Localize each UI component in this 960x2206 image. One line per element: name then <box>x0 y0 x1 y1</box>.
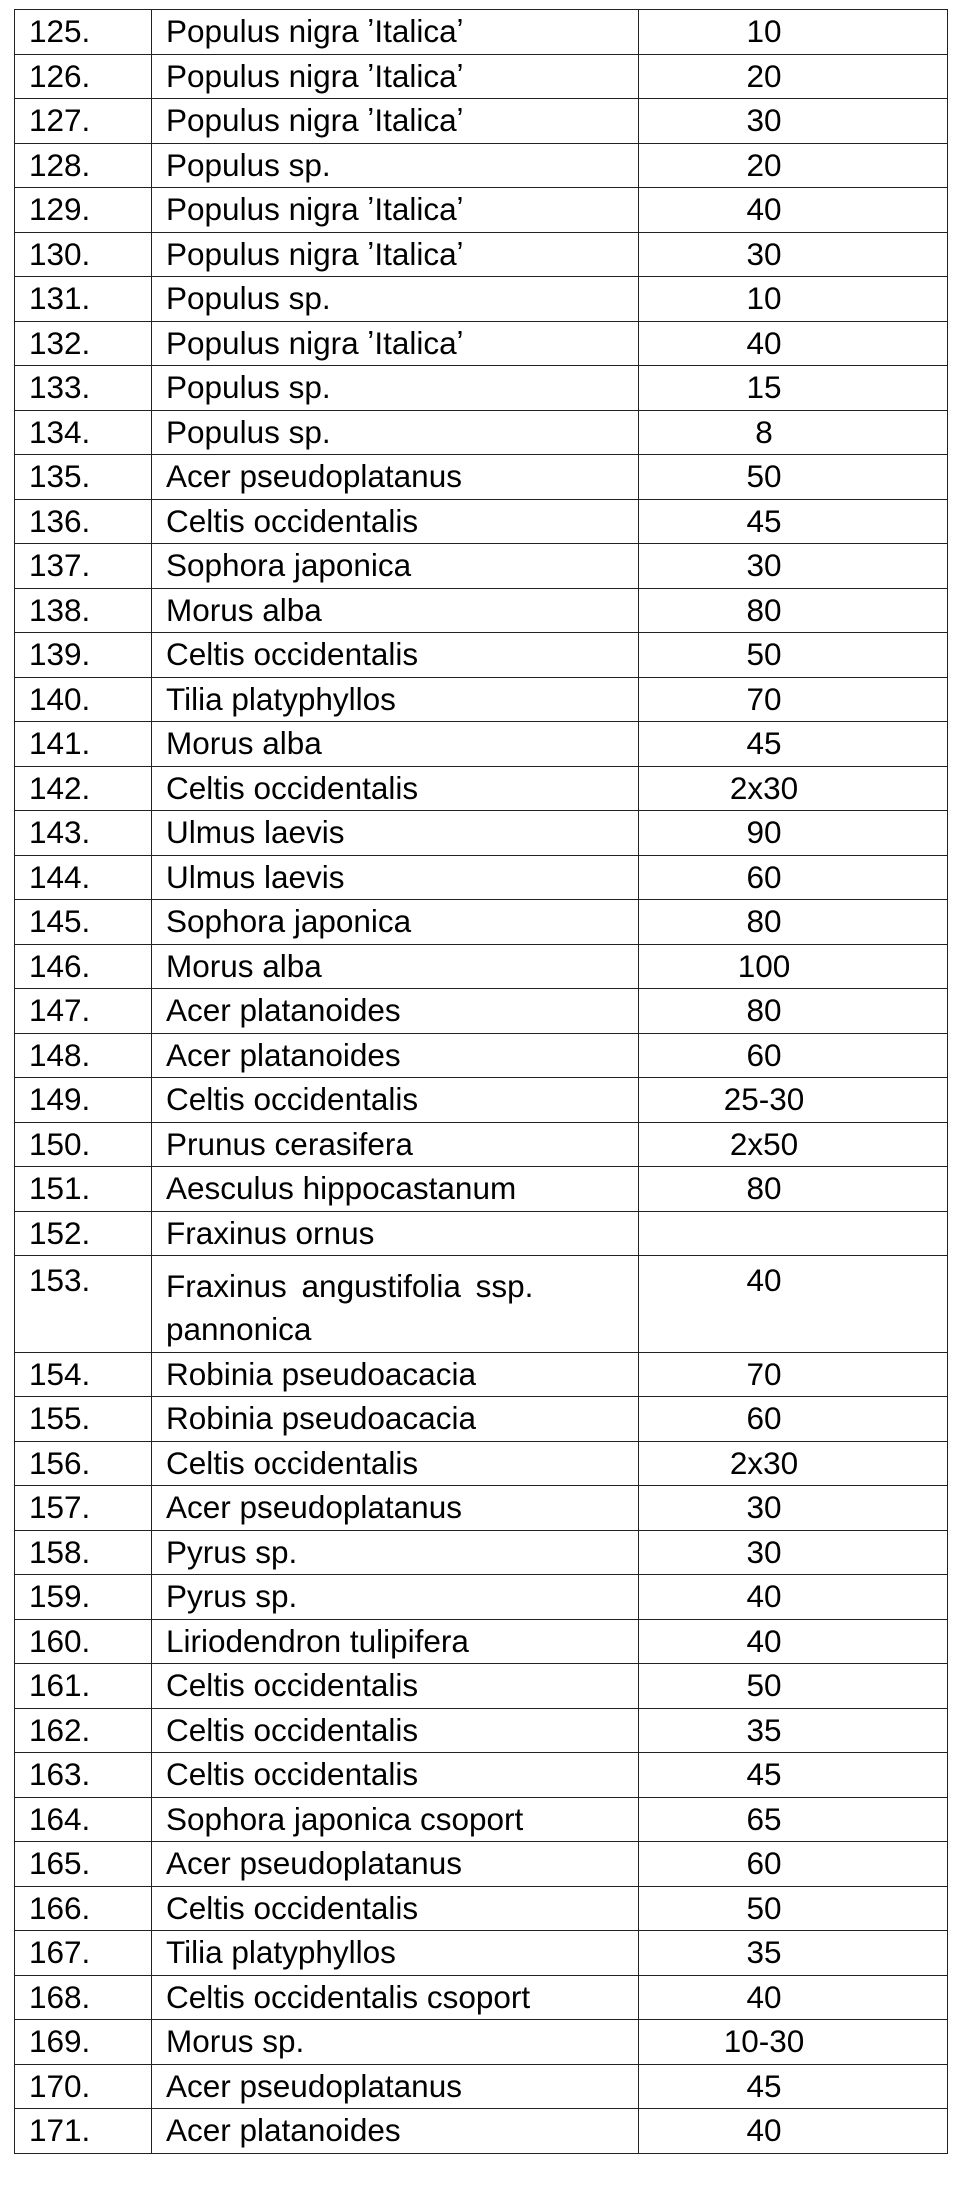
row-number: 147. <box>15 989 152 1034</box>
size-cell <box>639 1441 948 1486</box>
species-name: Acer pseudoplatanus <box>152 1486 639 1531</box>
table-row <box>15 1753 948 1798</box>
species-name: Robinia pseudoacacia <box>152 1397 639 1442</box>
size-cell <box>639 188 948 233</box>
size-value: 10 <box>746 13 782 49</box>
size-cell <box>639 1078 948 1123</box>
row-number: 168. <box>15 1975 152 2020</box>
size-value: 90 <box>746 814 782 850</box>
row-number: 164. <box>15 1797 152 1842</box>
table-row <box>15 1797 948 1842</box>
row-number: 160. <box>15 1619 152 1664</box>
size-cell <box>639 588 948 633</box>
size-cell <box>639 944 948 989</box>
size-cell <box>639 1033 948 1078</box>
table-row <box>15 1842 948 1887</box>
size-value: 60 <box>746 858 782 895</box>
species-name: Populus sp. <box>152 277 639 322</box>
size-cell <box>639 2109 948 2154</box>
size-value: 40 <box>746 1978 782 2015</box>
row-number: 143. <box>15 811 152 856</box>
table-row <box>15 410 948 455</box>
species-name: Populus sp. <box>152 410 639 455</box>
size-value: 2x50 <box>729 1125 799 1162</box>
table-row <box>15 2020 948 2065</box>
size-value: 40 <box>746 1262 782 1298</box>
size-cell <box>639 1397 948 1442</box>
row-number: 159. <box>15 1575 152 1620</box>
size-value: 30 <box>746 1489 782 1526</box>
table-row <box>15 900 948 945</box>
size-value: 30 <box>746 235 782 272</box>
size-value: 70 <box>746 1355 782 1392</box>
table-row <box>15 1352 948 1397</box>
size-cell <box>639 1842 948 1887</box>
species-name: Celtis occidentalis <box>152 1441 639 1486</box>
species-name: Populus nigra ʼItalicaʼ <box>152 321 639 366</box>
size-value: 45 <box>746 502 782 539</box>
size-cell <box>639 1575 948 1620</box>
species-name: Celtis occidentalis <box>152 499 639 544</box>
species-name: Morus sp. <box>152 2020 639 2065</box>
species-name: Celtis occidentalis <box>152 633 639 678</box>
size-cell <box>639 1122 948 1167</box>
size-cell <box>639 99 948 144</box>
size-value: 10-30 <box>723 2023 805 2060</box>
species-name: Pyrus sp. <box>152 1530 639 1575</box>
species-name: Morus alba <box>152 722 639 767</box>
table-row <box>15 321 948 366</box>
row-number: 153. <box>15 1256 152 1353</box>
size-cell <box>639 2020 948 2065</box>
table-row <box>15 1122 948 1167</box>
row-number: 128. <box>15 143 152 188</box>
table-row <box>15 1708 948 1753</box>
species-name: Tilia platyphyllos <box>152 1931 639 1976</box>
size-cell <box>639 277 948 322</box>
row-number: 150. <box>15 1122 152 1167</box>
table-row <box>15 766 948 811</box>
size-value: 2x30 <box>729 769 799 806</box>
size-cell <box>639 766 948 811</box>
size-value: 80 <box>746 1170 782 1206</box>
species-name: Ulmus laevis <box>152 855 639 900</box>
row-number: 130. <box>15 232 152 277</box>
row-number: 125. <box>15 10 152 55</box>
table-row <box>15 1033 948 1078</box>
size-value: 80 <box>746 903 782 939</box>
row-number: 167. <box>15 1931 152 1976</box>
size-value: 40 <box>746 324 782 361</box>
table-row <box>15 633 948 678</box>
species-name: Prunus cerasifera <box>152 1122 639 1167</box>
species-name: Populus nigra ʼItalicaʼ <box>152 99 639 144</box>
species-name: Tilia platyphyllos <box>152 677 639 722</box>
size-value: 100 <box>737 947 791 984</box>
table-row <box>15 1619 948 1664</box>
size-cell <box>639 455 948 500</box>
size-value: 60 <box>746 1400 782 1437</box>
size-cell <box>639 1167 948 1212</box>
size-value: 40 <box>746 1578 782 1615</box>
species-name: Sophora japonica <box>152 900 639 945</box>
row-number: 162. <box>15 1708 152 1753</box>
table-row <box>15 1530 948 1575</box>
size-cell <box>639 1211 948 1256</box>
size-cell <box>639 143 948 188</box>
tree-table-body <box>15 10 948 2154</box>
species-name: Populus nigra ʼItalicaʼ <box>152 188 639 233</box>
row-number: 126. <box>15 54 152 99</box>
size-value: 8 <box>755 413 773 450</box>
size-cell <box>639 10 948 55</box>
species-name: Ulmus laevis <box>152 811 639 856</box>
species-name: Celtis occidentalis <box>152 1886 639 1931</box>
size-cell <box>639 1708 948 1753</box>
table-row <box>15 188 948 233</box>
species-name: Celtis occidentalis <box>152 1753 639 1798</box>
species-name: Acer platanoides <box>152 1033 639 1078</box>
species-name: Acer pseudoplatanus <box>152 455 639 500</box>
size-cell <box>639 633 948 678</box>
size-cell <box>639 2064 948 2109</box>
tree-inventory-table <box>14 9 948 2154</box>
species-name: Celtis occidentalis csoport <box>152 1975 639 2020</box>
species-name: Acer platanoides <box>152 989 639 1034</box>
size-value: 10 <box>746 280 782 316</box>
row-number: 140. <box>15 677 152 722</box>
table-row <box>15 455 948 500</box>
row-number: 134. <box>15 410 152 455</box>
size-cell <box>639 366 948 411</box>
size-cell <box>639 989 948 1034</box>
table-row <box>15 1256 948 1353</box>
species-name: Morus alba <box>152 588 639 633</box>
row-number: 133. <box>15 366 152 411</box>
size-value: 40 <box>746 191 782 227</box>
row-number: 148. <box>15 1033 152 1078</box>
size-cell <box>639 1619 948 1664</box>
size-value: 50 <box>746 458 782 494</box>
row-number: 131. <box>15 277 152 322</box>
size-value: 2x30 <box>729 1444 799 1481</box>
species-name: Liriodendron tulipifera <box>152 1619 639 1664</box>
row-number: 137. <box>15 544 152 589</box>
size-value: 50 <box>746 1667 782 1704</box>
row-number: 166. <box>15 1886 152 1931</box>
size-value: 60 <box>746 1845 782 1882</box>
row-number: 136. <box>15 499 152 544</box>
size-value: 40 <box>746 2112 782 2149</box>
row-number: 154. <box>15 1352 152 1397</box>
size-cell <box>639 1886 948 1931</box>
table-row <box>15 1664 948 1709</box>
size-value: 45 <box>746 2067 782 2104</box>
row-number: 146. <box>15 944 152 989</box>
table-row <box>15 1167 948 1212</box>
row-number: 135. <box>15 455 152 500</box>
size-cell <box>639 499 948 544</box>
size-cell <box>639 232 948 277</box>
row-number: 161. <box>15 1664 152 1709</box>
size-value: 45 <box>746 725 782 761</box>
table-row <box>15 2109 948 2154</box>
table-row <box>15 277 948 322</box>
table-row <box>15 722 948 767</box>
size-value: 25-30 <box>723 1081 805 1117</box>
table-row <box>15 1397 948 1442</box>
species-name: Sophora japonica <box>152 544 639 589</box>
species-name: Celtis occidentalis <box>152 1708 639 1753</box>
size-value: 20 <box>746 57 782 94</box>
table-row <box>15 1886 948 1931</box>
table-row <box>15 677 948 722</box>
row-number: 145. <box>15 900 152 945</box>
row-number: 155. <box>15 1397 152 1442</box>
size-cell <box>639 544 948 589</box>
table-row <box>15 588 948 633</box>
row-number: 157. <box>15 1486 152 1531</box>
species-name: Fraxinus angustifolia ssp. pannonica <box>152 1256 639 1353</box>
size-value: 15 <box>746 369 782 405</box>
table-row <box>15 366 948 411</box>
row-number: 142. <box>15 766 152 811</box>
species-name: Populus nigra ʼItalicaʼ <box>152 10 639 55</box>
species-name: Celtis occidentalis <box>152 1078 639 1123</box>
table-row <box>15 1486 948 1531</box>
size-cell <box>639 1753 948 1798</box>
size-cell <box>639 321 948 366</box>
row-number: 170. <box>15 2064 152 2109</box>
row-number: 141. <box>15 722 152 767</box>
size-value: 30 <box>746 102 782 138</box>
size-cell <box>639 855 948 900</box>
row-number: 163. <box>15 1753 152 1798</box>
table-row <box>15 1211 948 1256</box>
species-name: Celtis occidentalis <box>152 766 639 811</box>
table-row <box>15 1931 948 1976</box>
size-value: 45 <box>746 1756 782 1793</box>
species-name: Fraxinus ornus <box>152 1211 639 1256</box>
size-value: 40 <box>746 1622 782 1659</box>
species-name: Sophora japonica csoport <box>152 1797 639 1842</box>
size-cell <box>639 1486 948 1531</box>
row-number: 158. <box>15 1530 152 1575</box>
species-name: Populus nigra ʼItalicaʼ <box>152 54 639 99</box>
size-value: 20 <box>746 146 782 183</box>
table-row <box>15 2064 948 2109</box>
row-number: 152. <box>15 1211 152 1256</box>
table-row <box>15 54 948 99</box>
row-number: 149. <box>15 1078 152 1123</box>
size-value: 35 <box>746 1934 782 1971</box>
table-row <box>15 1441 948 1486</box>
size-cell <box>639 410 948 455</box>
size-cell <box>639 1256 948 1353</box>
table-row <box>15 944 948 989</box>
table-row <box>15 143 948 188</box>
row-number: 132. <box>15 321 152 366</box>
size-value: 65 <box>746 1800 782 1837</box>
size-cell <box>639 1664 948 1709</box>
species-name: Populus sp. <box>152 143 639 188</box>
size-value: 50 <box>746 1889 782 1926</box>
size-value: 30 <box>746 1533 782 1570</box>
table-row <box>15 10 948 55</box>
species-name: Acer platanoides <box>152 2109 639 2154</box>
size-cell <box>639 811 948 856</box>
size-value: 30 <box>746 547 782 583</box>
size-cell <box>639 1797 948 1842</box>
size-cell <box>639 54 948 99</box>
size-cell <box>639 1530 948 1575</box>
species-name: Populus nigra ʼItalicaʼ <box>152 232 639 277</box>
size-cell <box>639 1975 948 2020</box>
species-name: Aesculus hippocastanum <box>152 1167 639 1212</box>
size-value: 80 <box>746 591 782 628</box>
row-number: 165. <box>15 1842 152 1887</box>
table-row <box>15 855 948 900</box>
size-value: 50 <box>746 636 782 672</box>
table-row <box>15 499 948 544</box>
row-number: 144. <box>15 855 152 900</box>
row-number: 151. <box>15 1167 152 1212</box>
table-row <box>15 989 948 1034</box>
table-row <box>15 1575 948 1620</box>
size-cell <box>639 900 948 945</box>
row-number: 138. <box>15 588 152 633</box>
table-row <box>15 544 948 589</box>
size-value: 80 <box>746 992 782 1028</box>
row-number: 171. <box>15 2109 152 2154</box>
row-number: 139. <box>15 633 152 678</box>
size-value: 70 <box>746 680 782 717</box>
species-name: Acer pseudoplatanus <box>152 2064 639 2109</box>
size-value: 60 <box>746 1036 782 1073</box>
row-number: 129. <box>15 188 152 233</box>
species-name: Robinia pseudoacacia <box>152 1352 639 1397</box>
table-row <box>15 1975 948 2020</box>
size-cell <box>639 722 948 767</box>
table-row <box>15 232 948 277</box>
row-number: 127. <box>15 99 152 144</box>
species-name: Populus sp. <box>152 366 639 411</box>
size-cell <box>639 1931 948 1976</box>
table-row <box>15 99 948 144</box>
species-name: Pyrus sp. <box>152 1575 639 1620</box>
species-name: Acer pseudoplatanus <box>152 1842 639 1887</box>
table-row <box>15 811 948 856</box>
size-cell <box>639 1352 948 1397</box>
table-row <box>15 1078 948 1123</box>
row-number: 156. <box>15 1441 152 1486</box>
size-value: 35 <box>746 1711 782 1748</box>
row-number: 169. <box>15 2020 152 2065</box>
species-name: Celtis occidentalis <box>152 1664 639 1709</box>
size-cell <box>639 677 948 722</box>
species-name: Morus alba <box>152 944 639 989</box>
